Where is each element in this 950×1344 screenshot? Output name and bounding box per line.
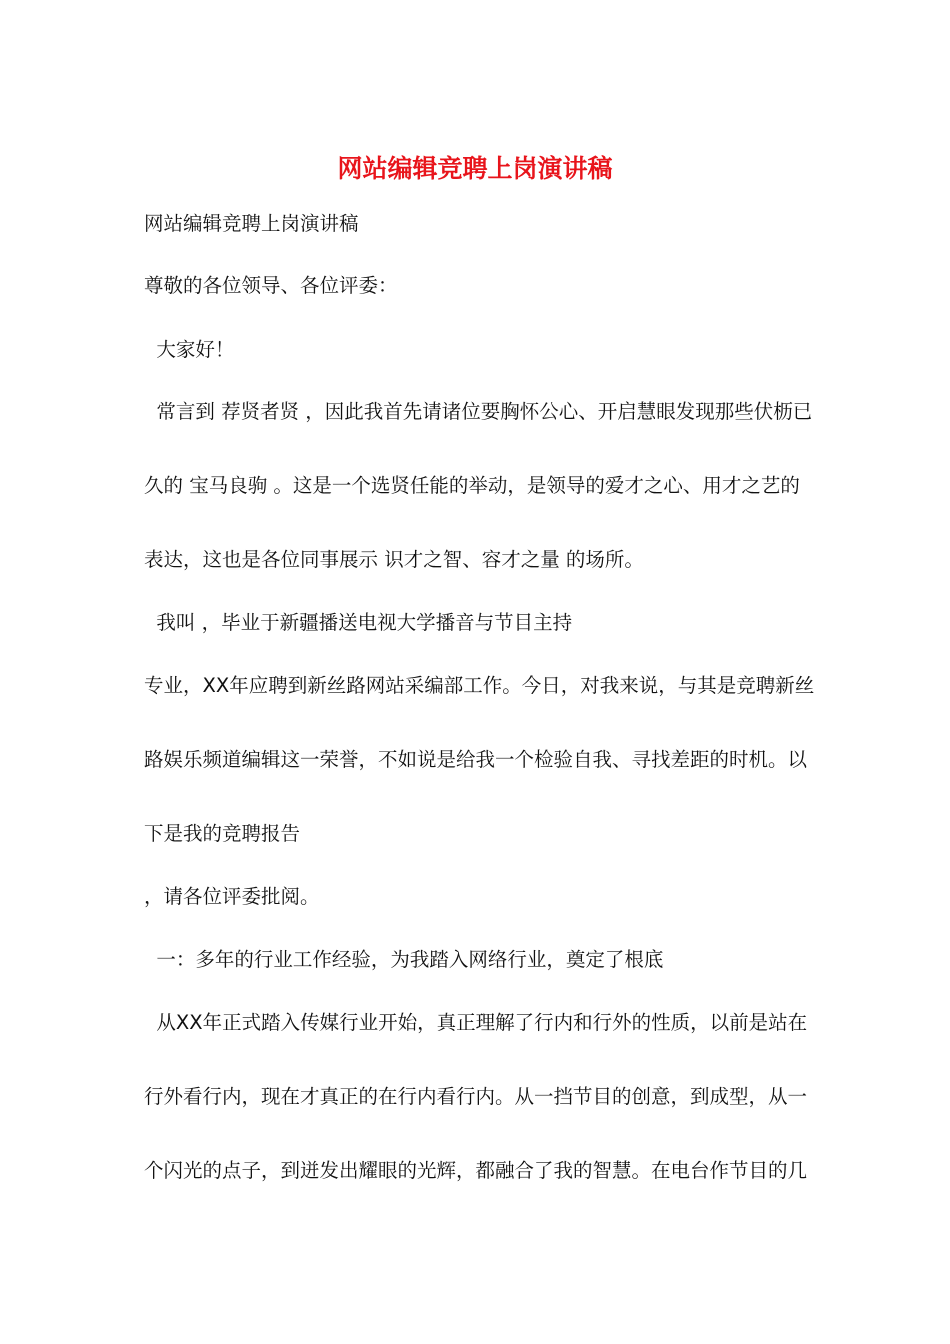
text-line: 常言到 荐贤者贤 ，因此我首先请诸位要胸怀公心、开启慧眼发现那些伏枥已 (144, 400, 813, 423)
text-line: 尊敬的各位领导、各位评委： (144, 274, 398, 297)
text-line: 一：多年的行业工作经验，为我踏入网络行业，奠定了根底 (144, 948, 664, 971)
text-line: 从XX年正式踏入传媒行业开始，真正理解了行内和行外的性质，以前是站在 (144, 1011, 808, 1034)
text-line: 久的 宝马良驹 。这是一个选贤任能的举动，是领导的爱才之心、用才之艺的 (144, 474, 800, 497)
text-line: 专业，XX年应聘到新丝路网站采编部工作。今日，对我来说，与其是竞聘新丝 (144, 674, 815, 697)
text-line: 我叫 ，毕业于新疆播送电视大学播音与节目主持 (144, 611, 573, 634)
text-line: 下是我的竞聘报告 (144, 822, 301, 845)
text-line: 行外看行内，现在才真正的在行内看行内。从一挡节目的创意，到成型，从一 (144, 1085, 808, 1108)
text-line: 个闪光的点子，到迸发出耀眼的光辉，都融合了我的智慧。在电台作节目的几 (144, 1159, 808, 1182)
text-line: ，请各位评委批阅。 (144, 885, 320, 908)
text-line: 大家好！ (144, 338, 235, 361)
text-line: 路娱乐频道编辑这一荣誉，不如说是给我一个检验自我、寻找差距的时机。以 (144, 748, 808, 771)
text-line: 网站编辑竞聘上岗演讲稿 (144, 212, 359, 235)
text-line: 表达，这也是各位同事展示 识才之智、容才之量 的场所。 (144, 548, 644, 571)
document-title: 网站编辑竞聘上岗演讲稿 (337, 154, 613, 183)
